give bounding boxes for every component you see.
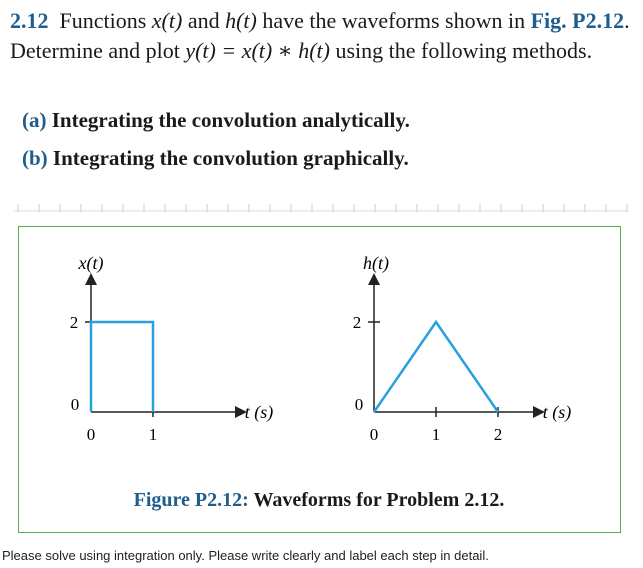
- h-plot-x-tick-label-2: 2: [493, 425, 503, 444]
- x-plot-x-tick-label-1: 1: [148, 425, 158, 444]
- problem-statement: [10, 6, 635, 66]
- x-plot: [70, 253, 274, 444]
- problem-text-and: and: [187, 8, 220, 33]
- x-plot-x-tick-label-0: 0: [86, 425, 96, 444]
- h-waveform-line: [374, 322, 498, 412]
- h-plot-y-label: h(t): [363, 253, 389, 273]
- math-convolution: y(t) = x(t) ∗ h(t): [185, 38, 330, 63]
- h-plot: [353, 253, 572, 444]
- ruler-divider: [14, 204, 628, 212]
- h-plot-y-tick-label-0: 0: [354, 395, 364, 414]
- figure-caption-text: Waveforms for Problem 2.12.: [253, 489, 505, 511]
- x-plot-y-tick-label-2: 2: [69, 313, 79, 332]
- part-b-text: Integrating the convolution graphically.: [52, 146, 409, 170]
- part-a: [22, 108, 410, 133]
- problem-number: 2.12: [10, 8, 49, 33]
- part-b-label: (b): [22, 146, 48, 170]
- part-b: [22, 146, 409, 171]
- x-waveform-line: [91, 322, 153, 412]
- math-x-of-t: x(t): [151, 8, 183, 33]
- x-plot-y-label: x(t): [78, 253, 104, 273]
- waveform-figure: [19, 227, 619, 487]
- figure-frame: [18, 226, 621, 533]
- figure-caption-label: Figure P2.12:: [133, 489, 249, 511]
- h-plot-x-tick-label-0: 0: [369, 425, 379, 444]
- h-plot-x-label: t (s): [542, 402, 572, 422]
- x-plot-x-label: t (s): [244, 402, 274, 422]
- problem-text-1: Functions: [59, 8, 147, 33]
- h-plot-x-tick-label-1: 1: [431, 425, 441, 444]
- part-a-label: (a): [22, 108, 47, 132]
- part-a-text: Integrating the convolution analytically.: [51, 108, 410, 132]
- math-h-of-t: h(t): [225, 8, 257, 33]
- h-plot-y-tick-label-2: 2: [352, 313, 362, 332]
- problem-text-2: have the waveforms shown in: [262, 8, 526, 33]
- figure-caption: [19, 489, 619, 512]
- figure-reference: Fig. P2.12: [530, 8, 625, 33]
- problem-text-3: . Determine and plot: [10, 8, 630, 63]
- x-plot-y-tick-label-0: 0: [70, 395, 80, 414]
- request-note: Please solve using integration only. Please write clearly and label each step in detail.: [2, 548, 489, 563]
- problem-text-4: using the following methods.: [335, 38, 593, 63]
